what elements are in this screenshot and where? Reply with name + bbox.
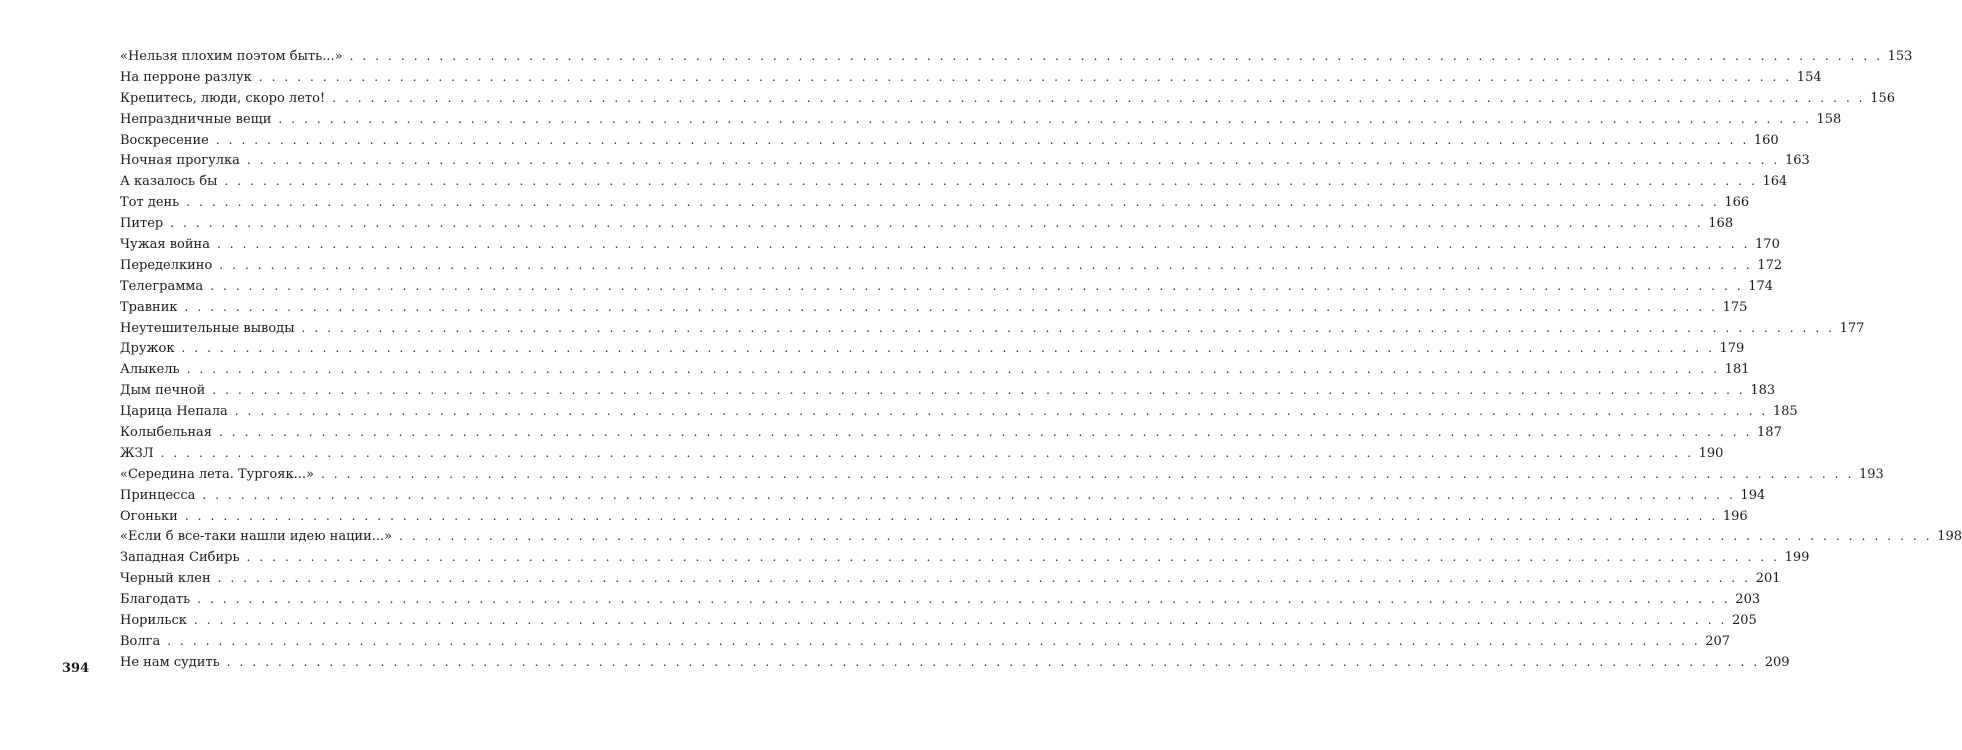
toc-entry-page: 207 — [1705, 633, 1731, 649]
toc-entry — [120, 171, 1788, 192]
toc-entry-title: «Нельзя плохим поэтом быть...» — [120, 49, 343, 64]
toc-entry-title: Неутешительные выводы — [120, 320, 295, 336]
dot-leader: . . . . . . . . . . . . . . . . . . . . . . . . . . . . . . . . . . . . . . . . . . . . . . . . . . . . . . . . . . . . . . . . . . . . . . . . . . . . . . . . . . . . . . . . . . . . . . . . . . . . . . . . . . . . . . . . . . . . . . . . — [218, 425, 1753, 440]
toc-entry-title: «Середина лета. Тургояк...» — [120, 466, 314, 482]
toc-entry-title: Травник — [120, 299, 178, 315]
toc-entry — [120, 318, 1865, 339]
dot-leader: . . . . . . . . . . . . . . . . . . . . . . . . . . . . . . . . . . . . . . . . . . . . . . . . . . . . . . . . . . . . . . . . . . . . . . . . . . . . . . . . . . . . . . . . . . . . . . . . . . . . . . . . . . . . . . . . . . . . . . . . — [301, 320, 1835, 335]
toc-entry-page: 174 — [1748, 278, 1774, 294]
dot-leader: . . . . . . . . . . . . . . . . . . . . . . . . . . . . . . . . . . . . . . . . . . . . . . . . . . . . . . . . . . . . . . . . . . . . . . . . . . . . . . . . . . . . . . . . . . . . . . . . . . . . . . . . . . . . . . . . . . . . . . . . — [332, 90, 1866, 105]
dot-leader: . . . . . . . . . . . . . . . . . . . . . . . . . . . . . . . . . . . . . . . . . . . . . . . . . . . . . . . . . . . . . . . . . . . . . . . . . . . . . . . . . . . . . . . . . . . . . . . . . . . . . . . . . . . . . . . . . . . . . . . . — [193, 613, 1727, 628]
toc-entry-page: 170 — [1755, 237, 1780, 253]
page-number: 394 — [62, 661, 90, 676]
dot-leader: . . . . . . . . . . . . . . . . . . . . . . . . . . . . . . . . . . . . . . . . . . . . . . . . . . . . . . . . . . . . . . . . . . . . . . . . . . . . . . . . . . . . . . . . . . . . . . . . . . . . . . . . . . . . . . . . . . . . . . . . — [181, 341, 1715, 356]
toc-entry-page: 177 — [1839, 320, 1865, 336]
toc-entry — [120, 276, 1774, 297]
toc-entry — [120, 130, 1779, 151]
toc-entry — [120, 506, 1748, 527]
dot-leader: . . . . . . . . . . . . . . . . . . . . . . . . . . . . . . . . . . . . . . . . . . . . . . . . . . . . . . . . . . . . . . . . . . . . . . . . . . . . . . . . . . . . . . . . . . . . . . . . . . . . . . . . . . . . . . . . . . . . . . . . — [278, 111, 1812, 126]
toc-entry — [120, 547, 1810, 568]
dot-leader: . . . . . . . . . . . . . . . . . . . . . . . . . . . . . . . . . . . . . . . . . . . . . . . . . . . . . . . . . . . . . . . . . . . . . . . . . . . . . . . . . . . . . . . . . . . . . . . . . . . . . . . . . . . . . . . . . . . . . . . . — [226, 654, 1760, 669]
toc-entry — [120, 88, 1896, 109]
toc-entry-page: 205 — [1731, 613, 1757, 629]
dot-leader: . . . . . . . . . . . . . . . . . . . . . . . . . . . . . . . . . . . . . . . . . . . . . . . . . . . . . . . . . . . . . . . . . . . . . . . . . . . . . . . . . . . . . . . . . . . . . . . . . . . . . . . . . . . . . . . . . . . . . . . . — [349, 49, 1883, 63]
dot-leader: . . . . . . . . . . . . . . . . . . . . . . . . . . . . . . . . . . . . . . . . . . . . . . . . . . . . . . . . . . . . . . . . . . . . . . . . . . . . . . . . . . . . . . . . . . . . . . . . . . . . . . . . . . . . . . . . . . . . . . . . — [197, 592, 1731, 607]
toc-entry-title: Крепитесь, люди, скоро лето! — [120, 90, 326, 106]
toc-entry — [120, 150, 1810, 171]
toc-entry — [120, 401, 1798, 422]
dot-leader: . . . . . . . . . . . . . . . . . . . . . . . . . . . . . . . . . . . . . . . . . . . . . . . . . . . . . . . . . . . . . . . . . . . . . . . . . . . . . . . . . . . . . . . . . . . . . . . . . . . . . . . . . . . . . . . . . . . . . . . . — [234, 404, 1768, 419]
toc-entry-page: 168 — [1708, 216, 1734, 232]
dot-leader: . . . . . . . . . . . . . . . . . . . . . . . . . . . . . . . . . . . . . . . . . . . . . . . . . . . . . . . . . . . . . . . . . . . . . . . . . . . . . . . . . . . . . . . . . . . . . . . . . . . . . . . . . . . . . . . . . . . . . . . . — [320, 466, 1855, 481]
toc-entry-title: Питер — [120, 216, 164, 232]
dot-leader: . . . . . . . . . . . . . . . . . . . . . . . . . . . . . . . . . . . . . . . . . . . . . . . . . . . . . . . . . . . . . . . . . . . . . . . . . . . . . . . . . . . . . . . . . . . . . . . . . . . . . . . . . . . . . . . . . . . . . . . . — [216, 237, 1751, 252]
toc-entry — [120, 46, 1913, 67]
dot-leader: . . . . . . . . . . . . . . . . . . . . . . . . . . . . . . . . . . . . . . . . . . . . . . . . . . . . . . . . . . . . . . . . . . . . . . . . . . . . . . . . . . . . . . . . . . . . . . . . . . . . . . . . . . . . . . . . . . . . . . . . — [210, 278, 1744, 293]
toc-entry — [120, 631, 1731, 652]
toc-entry — [120, 422, 1782, 443]
toc-entry — [120, 652, 1790, 673]
toc-entry-page: 193 — [1859, 466, 1884, 482]
dot-leader: . . . . . . . . . . . . . . . . . . . . . . . . . . . . . . . . . . . . . . . . . . . . . . . . . . . . . . . . . . . . . . . . . . . . . . . . . . . . . . . . . . . . . . . . . . . . . . . . . . . . . . . . . . . . . . . . . . . . . . . . — [246, 550, 1780, 565]
toc-entry-title: На перроне разлук — [120, 69, 252, 85]
dot-leader: . . . . . . . . . . . . . . . . . . . . . . . . . . . . . . . . . . . . . . . . . . . . . . . . . . . . . . . . . . . . . . . . . . . . . . . . . . . . . . . . . . . . . . . . . . . . . . . . . . . . . . . . . . . . . . . . . . . . . . . . — [160, 445, 1694, 460]
toc-entry-title: Ночная прогулка — [120, 153, 240, 169]
toc-entry-title: Телеграмма — [120, 278, 204, 294]
toc-entry-title: Благодать — [120, 592, 191, 608]
dot-leader: . . . . . . . . . . . . . . . . . . . . . . . . . . . . . . . . . . . . . . . . . . . . . . . . . . . . . . . . . . . . . . . . . . . . . . . . . . . . . . . . . . . . . . . . . . . . . . . . . . . . . . . . . . . . . . . . . . . . . . . . — [167, 633, 1701, 648]
toc-entry-page: 185 — [1772, 404, 1798, 420]
dot-leader: . . . . . . . . . . . . . . . . . . . . . . . . . . . . . . . . . . . . . . . . . . . . . . . . . . . . . . . . . . . . . . . . . . . . . . . . . . . . . . . . . . . . . . . . . . . . . . . . . . . . . . . . . . . . . . . . . . . . . . . . — [219, 257, 1753, 272]
dot-leader: . . . . . . . . . . . . . . . . . . . . . . . . . . . . . . . . . . . . . . . . . . . . . . . . . . . . . . . . . . . . . . . . . . . . . . . . . . . . . . . . . . . . . . . . . . . . . . . . . . . . . . . . . . . . . . . . . . . . . . . . — [258, 69, 1792, 84]
toc-entry-page: 196 — [1722, 508, 1748, 524]
toc-entry-page: 183 — [1750, 383, 1776, 399]
dot-leader: . . . . . . . . . . . . . . . . . . . . . . . . . . . . . . . . . . . . . . . . . . . . . . . . . . . . . . . . . . . . . . . . . . . . . . . . . . . . . . . . . . . . . . . . . . . . . . . . . . . . . . . . . . . . . . . . . . . . . . . . — [186, 362, 1720, 377]
toc-entry-page: 201 — [1755, 571, 1781, 587]
dot-leader: . . . . . . . . . . . . . . . . . . . . . . . . . . . . . . . . . . . . . . . . . . . . . . . . . . . . . . . . . . . . . . . . . . . . . . . . . . . . . . . . . . . . . . . . . . . . . . . . . . . . . . . . . . . . . . . . . . . . . . . . — [217, 571, 1751, 586]
table-of-contents — [120, 46, 1962, 673]
toc-entry-page: 156 — [1870, 90, 1896, 106]
dot-leader: . . . . . . . . . . . . . . . . . . . . . . . . . . . . . . . . . . . . . . . . . . . . . . . . . . . . . . . . . . . . . . . . . . . . . . . . . . . . . . . . . . . . . . . . . . . . . . . . . . . . . . . . . . . . . . . . . . . . . . . . — [212, 383, 1746, 398]
toc-entry — [120, 67, 1822, 88]
toc-entry-title: Алыкель — [120, 362, 180, 378]
toc-entry — [120, 109, 1842, 130]
toc-entry — [120, 338, 1745, 359]
toc-entry-title: Волга — [120, 633, 161, 649]
toc-entry-page: 190 — [1698, 445, 1724, 461]
toc-entry — [120, 568, 1781, 589]
toc-entry-page: 164 — [1762, 174, 1788, 190]
toc-entry-title: А казалось бы — [120, 174, 218, 190]
toc-entry-page: 194 — [1740, 487, 1766, 503]
toc-entry-page: 203 — [1735, 592, 1761, 608]
toc-entry-page: 209 — [1764, 654, 1790, 670]
toc-entry — [120, 213, 1734, 234]
toc-entry-title: Огоньки — [120, 508, 178, 524]
toc-entry — [120, 297, 1748, 318]
dot-leader: . . . . . . . . . . . . . . . . . . . . . . . . . . . . . . . . . . . . . . . . . . . . . . . . . . . . . . . . . . . . . . . . . . . . . . . . . . . . . . . . . . . . . . . . . . . . . . . . . . . . . . . . . . . . . . . . . . . . . . . . — [224, 174, 1758, 189]
toc-entry-page: 153 — [1887, 49, 1913, 64]
toc-entry-title: Воскресение — [120, 132, 209, 148]
toc-entry — [120, 359, 1750, 380]
toc-entry — [120, 589, 1761, 610]
dot-leader: . . . . . . . . . . . . . . . . . . . . . . . . . . . . . . . . . . . . . . . . . . . . . . . . . . . . . . . . . . . . . . . . . . . . . . . . . . . . . . . . . . . . . . . . . . . . . . . . . . . . . . . . . . . . . . . . . . . . . . . . — [170, 216, 1704, 231]
toc-entry-page: 179 — [1719, 341, 1745, 357]
toc-entry-title: Дым печной — [120, 383, 206, 399]
toc-entry — [120, 610, 1757, 631]
toc-entry — [120, 443, 1724, 464]
toc-entry-page: 166 — [1724, 195, 1750, 211]
toc-entry — [120, 464, 1884, 485]
toc-entry-title: Тот день — [120, 195, 180, 211]
toc-entry-page: 187 — [1757, 425, 1782, 441]
toc-entry-title: Норильск — [120, 613, 187, 629]
toc-entry-title: Непраздничные вещи — [120, 111, 272, 127]
toc-entry-title: Царица Непала — [120, 404, 228, 420]
toc-entry-title: Дружок — [120, 341, 175, 357]
toc-entry-title: Черный клен — [120, 571, 211, 587]
toc-entry-page: 181 — [1724, 362, 1750, 378]
toc-entry — [120, 380, 1776, 401]
toc-entry-page: 163 — [1784, 153, 1810, 169]
dot-leader: . . . . . . . . . . . . . . . . . . . . . . . . . . . . . . . . . . . . . . . . . . . . . . . . . . . . . . . . . . . . . . . . . . . . . . . . . . . . . . . . . . . . . . . . . . . . . . . . . . . . . . . . . . . . . . . . . . . . . . . . — [202, 487, 1736, 502]
dot-leader: . . . . . . . . . . . . . . . . . . . . . . . . . . . . . . . . . . . . . . . . . . . . . . . . . . . . . . . . . . . . . . . . . . . . . . . . . . . . . . . . . . . . . . . . . . . . . . . . . . . . . . . . . . . . . . . . . . . . . . . . — [186, 195, 1720, 210]
toc-entry-page: 160 — [1753, 132, 1779, 148]
toc-entry-page: 198 — [1937, 529, 1962, 545]
toc-entry-title: ЖЗЛ — [120, 445, 154, 461]
toc-entry-title: «Если б все-таки нашли идею нации...» — [120, 529, 393, 545]
toc-entry-title: Принцесса — [120, 487, 196, 503]
toc-entry-title: Чужая война — [120, 237, 210, 253]
dot-leader: . . . . . . . . . . . . . . . . . . . . . . . . . . . . . . . . . . . . . . . . . . . . . . . . . . . . . . . . . . . . . . . . . . . . . . . . . . . . . . . . . . . . . . . . . . . . . . . . . . . . . . . . . . . . . . . . . . . . . . . . — [246, 153, 1780, 168]
toc-entry — [120, 234, 1780, 255]
toc-entry-page: 199 — [1784, 550, 1810, 566]
toc-entry-title: Западная Сибирь — [120, 550, 240, 566]
toc-entry — [120, 526, 1962, 547]
toc-entry-title: Не нам судить — [120, 654, 220, 670]
dot-leader: . . . . . . . . . . . . . . . . . . . . . . . . . . . . . . . . . . . . . . . . . . . . . . . . . . . . . . . . . . . . . . . . . . . . . . . . . . . . . . . . . . . . . . . . . . . . . . . . . . . . . . . . . . . . . . . . . . . . . . . . — [184, 508, 1718, 523]
toc-entry-page: 172 — [1757, 257, 1783, 273]
toc-entry — [120, 255, 1783, 276]
toc-entry-page: 154 — [1796, 69, 1822, 85]
toc-entry-title: Колыбельная — [120, 425, 212, 441]
dot-leader: . . . . . . . . . . . . . . . . . . . . . . . . . . . . . . . . . . . . . . . . . . . . . . . . . . . . . . . . . . . . . . . . . . . . . . . . . . . . . . . . . . . . . . . . . . . . . . . . . . . . . . . . . . . . . . . . . . . . . . . . — [399, 529, 1933, 544]
toc-entry — [120, 485, 1766, 506]
dot-leader: . . . . . . . . . . . . . . . . . . . . . . . . . . . . . . . . . . . . . . . . . . . . . . . . . . . . . . . . . . . . . . . . . . . . . . . . . . . . . . . . . . . . . . . . . . . . . . . . . . . . . . . . . . . . . . . . . . . . . . . . — [184, 299, 1718, 314]
dot-leader: . . . . . . . . . . . . . . . . . . . . . . . . . . . . . . . . . . . . . . . . . . . . . . . . . . . . . . . . . . . . . . . . . . . . . . . . . . . . . . . . . . . . . . . . . . . . . . . . . . . . . . . . . . . . . . . . . . . . . . . . — [215, 132, 1749, 147]
toc-entry — [120, 192, 1750, 213]
toc-entry-page: 175 — [1722, 299, 1748, 315]
toc-entry-title: Переделкино — [120, 257, 213, 273]
toc-entry-page: 158 — [1816, 111, 1842, 127]
